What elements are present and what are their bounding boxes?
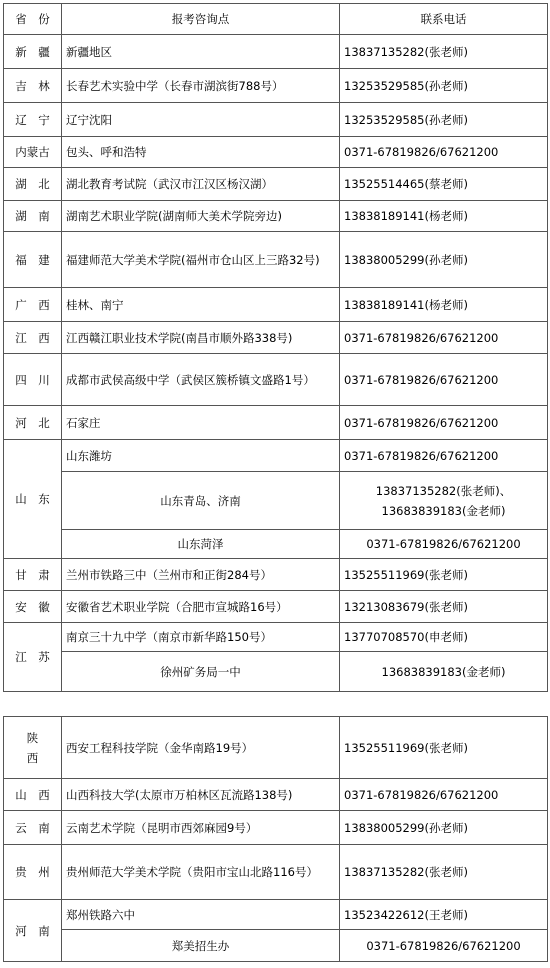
location-cell: 贵州师范大学美术学院（贵阳市宝山北路116号） xyxy=(62,845,340,900)
phone-cell: 0371-67819826/67621200 xyxy=(340,137,548,168)
province-line: 西 xyxy=(26,750,39,765)
phone-cell: 13838189141(杨老师) xyxy=(340,201,548,232)
phone-cell: 13683839183(金老师) xyxy=(340,652,548,692)
table-row xyxy=(4,559,548,591)
table-row xyxy=(4,652,548,692)
province-cell: 甘 肃 xyxy=(4,559,62,591)
table-row xyxy=(4,845,548,900)
phone-cell: 0371-67819826/67621200 xyxy=(340,406,548,440)
phone-cell: 13523422612(王老师) xyxy=(340,900,548,930)
phone-cell: 13837135282(张老师) xyxy=(340,845,548,900)
location-cell: 徐州矿务局一中 xyxy=(62,652,340,692)
location-cell: 包头、呼和浩特 xyxy=(62,137,340,168)
province-cell: 吉 林 xyxy=(4,69,62,103)
location-cell: 云南艺术学院（昆明市西郊麻园9号） xyxy=(62,811,340,845)
province-cell: 河 南 xyxy=(4,900,62,962)
province-line: 陕 xyxy=(26,730,39,745)
location-cell: 山东潍坊 xyxy=(62,440,340,472)
province-cell: 云 南 xyxy=(4,811,62,845)
table-row xyxy=(4,354,548,406)
location-cell: 西安工程科技学院（金华南路19号） xyxy=(62,717,340,779)
province-cell: 山 东 xyxy=(4,440,62,559)
phone-cell: 0371-67819826/67621200 xyxy=(340,930,548,962)
location-cell: 山西科技大学(太原市万柏林区瓦流路138号) xyxy=(62,779,340,811)
table-row-shaanxi xyxy=(4,717,548,779)
table-row xyxy=(4,168,548,201)
table-row xyxy=(4,591,548,623)
phone-cell: 0371-67819826/67621200 xyxy=(340,530,548,559)
phone-cell: 0371-67819826/67621200 xyxy=(340,440,548,472)
location-cell: 山东菏泽 xyxy=(62,530,340,559)
phone-cell: 13213083679(张老师) xyxy=(340,591,548,623)
province-cell: 山 西 xyxy=(4,779,62,811)
table-row xyxy=(4,69,548,103)
phone-cell: 0371-67819826/67621200 xyxy=(340,779,548,811)
location-cell: 南京三十九中学（南京市新华路150号） xyxy=(62,623,340,652)
phone-cell: 0371-67819826/67621200 xyxy=(340,322,548,354)
province-cell: 广 西 xyxy=(4,288,62,322)
location-cell: 郑美招生办 xyxy=(62,930,340,962)
province-cell: 湖 南 xyxy=(4,201,62,232)
location-cell: 辽宁沈阳 xyxy=(62,103,340,137)
phone-cell: 0371-67819826/67621200 xyxy=(340,354,548,406)
phone-cell: 13253529585(孙老师) xyxy=(340,69,548,103)
province-cell: 辽 宁 xyxy=(4,103,62,137)
header-row xyxy=(4,4,548,35)
table-row-jiangsu xyxy=(4,623,548,652)
location-cell: 桂林、南宁 xyxy=(62,288,340,322)
table-row xyxy=(4,322,548,354)
table-row xyxy=(4,530,548,559)
province-cell xyxy=(4,717,62,779)
table-row xyxy=(4,779,548,811)
consultation-table-2 xyxy=(3,716,548,962)
province-cell: 安 徽 xyxy=(4,591,62,623)
phone-cell xyxy=(340,472,548,530)
location-cell: 湖北教育考试院（武汉市江汉区杨汉湖） xyxy=(62,168,340,201)
province-cell: 福 建 xyxy=(4,232,62,288)
table-row xyxy=(4,232,548,288)
location-cell: 福建师范大学美术学院(福州市仓山区上三路32号) xyxy=(62,232,340,288)
header-location: 报考咨询点 xyxy=(62,4,340,35)
province-cell: 河 北 xyxy=(4,406,62,440)
phone-cell: 13837135282(张老师) xyxy=(340,35,548,69)
consultation-table-1 xyxy=(3,3,548,692)
location-cell: 兰州市铁路三中（兰州市和正街284号） xyxy=(62,559,340,591)
province-cell: 湖 北 xyxy=(4,168,62,201)
province-cell: 内蒙古 xyxy=(4,137,62,168)
table-row xyxy=(4,35,548,69)
location-cell: 郑州铁路六中 xyxy=(62,900,340,930)
phone-cell: 13253529585(孙老师) xyxy=(340,103,548,137)
table-row xyxy=(4,406,548,440)
province-cell: 江 苏 xyxy=(4,623,62,692)
location-cell: 湖南艺术职业学院(湖南师大美术学院旁边) xyxy=(62,201,340,232)
table-row xyxy=(4,472,548,530)
table-row xyxy=(4,137,548,168)
phone-line: 13683839183(金老师) xyxy=(381,503,506,518)
province-cell: 新 疆 xyxy=(4,35,62,69)
table-row xyxy=(4,288,548,322)
header-province: 省 份 xyxy=(4,4,62,35)
phone-cell: 13838005299(孙老师) xyxy=(340,811,548,845)
province-cell: 贵 州 xyxy=(4,845,62,900)
table-row-shandong xyxy=(4,440,548,472)
phone-cell: 13838189141(杨老师) xyxy=(340,288,548,322)
location-cell: 成都市武侯高级中学（武侯区簇桥镇文盛路1号） xyxy=(62,354,340,406)
table-row-henan xyxy=(4,900,548,930)
table-row xyxy=(4,201,548,232)
location-cell: 山东青岛、济南 xyxy=(62,472,340,530)
phone-cell: 13525511969(张老师) xyxy=(340,717,548,779)
phone-cell: 13770708570(申老师) xyxy=(340,623,548,652)
location-cell: 长春艺术实验中学（长春市湖滨街788号） xyxy=(62,69,340,103)
location-cell: 石家庄 xyxy=(62,406,340,440)
province-cell: 四 川 xyxy=(4,354,62,406)
location-cell: 江西赣江职业技术学院(南昌市顺外路338号) xyxy=(62,322,340,354)
phone-line: 13837135282(张老师)、 xyxy=(375,483,512,498)
header-phone: 联系电话 xyxy=(340,4,548,35)
province-cell: 江 西 xyxy=(4,322,62,354)
table-row xyxy=(4,103,548,137)
phone-cell: 13525514465(蔡老师) xyxy=(340,168,548,201)
table-row xyxy=(4,811,548,845)
phone-cell: 13838005299(孙老师) xyxy=(340,232,548,288)
table-row xyxy=(4,930,548,962)
phone-cell: 13525511969(张老师) xyxy=(340,559,548,591)
location-cell: 安徽省艺术职业学院（合肥市宣城路16号） xyxy=(62,591,340,623)
location-cell: 新疆地区 xyxy=(62,35,340,69)
